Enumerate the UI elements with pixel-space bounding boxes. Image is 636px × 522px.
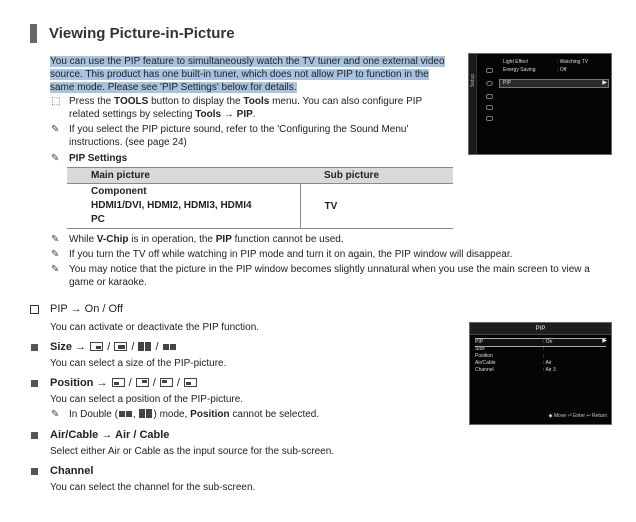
gear-icon bbox=[486, 81, 493, 86]
table-row bbox=[67, 184, 453, 229]
size-small-icon bbox=[90, 342, 103, 351]
position-description: You can select a position of the PIP-picture. bbox=[50, 394, 244, 405]
tv-pip-screenshot bbox=[469, 322, 612, 425]
note-icon: ✎ bbox=[51, 264, 60, 275]
chevron-right-icon: ▶ bbox=[602, 338, 607, 344]
note-icon: ✎ bbox=[51, 124, 60, 135]
section-size: Size → / / / bbox=[30, 341, 177, 354]
vchip-note: ✎ While V-Chip is in operation, the PIP function cannot be used. bbox=[51, 234, 344, 245]
bullet-icon bbox=[31, 432, 38, 439]
intro-text: You can use the PIP feature to simultaneously watch the TV tuner and one external video source. This product has one built-in tuner, which does not allow PIP to function in the same mode. Please see 'PIP Settings' below for details. bbox=[50, 56, 445, 93]
pip-description: You can activate or deactivate the PIP function. bbox=[50, 322, 260, 333]
position-bottom-left-icon bbox=[184, 378, 197, 387]
tv-row: PIP : On bbox=[475, 338, 606, 347]
tv-setup-screenshot bbox=[468, 53, 612, 155]
tv-side-label: Setup bbox=[470, 74, 476, 88]
double-wide-icon bbox=[163, 342, 176, 351]
bullet-icon bbox=[31, 468, 38, 475]
position-top-right-icon bbox=[136, 378, 149, 387]
checkbox-bullet-icon bbox=[30, 305, 39, 314]
double-icon bbox=[139, 409, 152, 418]
size-description: You can select a size of the PIP-picture. bbox=[50, 358, 227, 369]
power-note: ✎ If you turn the TV off while watching in PIP mode and turn it on again, the PIP window will disappear. bbox=[51, 249, 513, 260]
tv-menu-icon bbox=[486, 68, 493, 73]
tv-menu-icon bbox=[486, 116, 493, 121]
double-mode-note: ✎ In Double ( , ) mode, Position cannot be selected. bbox=[51, 409, 320, 420]
table-header-row bbox=[67, 168, 453, 184]
channel-description: You can select the channel for the sub-screen. bbox=[50, 482, 256, 493]
bullet-icon bbox=[31, 344, 38, 351]
tv-row: Size : bbox=[475, 346, 545, 352]
section-heading bbox=[30, 24, 235, 43]
bullet-icon bbox=[31, 380, 38, 387]
table-cell-sub: TV bbox=[300, 184, 453, 229]
section-pip: PIP → On / Off bbox=[30, 303, 123, 316]
tv-menu-icon bbox=[486, 94, 493, 99]
tv-row: PIP bbox=[503, 80, 512, 86]
sound-note: ✎ If you select the PIP picture sound, refer to the 'Configuring the Sound Menu' instructions. (see page 24) bbox=[51, 124, 409, 148]
tv-row: Light Effect : Watching TV bbox=[503, 59, 589, 65]
heading-bar bbox=[30, 24, 37, 43]
tv-row: Channel : Air 3 bbox=[475, 367, 556, 373]
unnatural-note: ✎ You may notice that the picture in the PIP window becomes slightly unnatural when you use the main screen to view a game or karaoke. bbox=[51, 264, 590, 288]
position-bottom-left-icon bbox=[112, 378, 125, 387]
table-header: Main picture bbox=[67, 168, 300, 184]
double-wide-icon bbox=[119, 409, 132, 418]
tv-pip-title: PIP bbox=[470, 323, 611, 335]
tv-row: Energy Saving : Off bbox=[503, 67, 567, 73]
table-header: Sub picture bbox=[300, 168, 453, 184]
note-icon: ✎ bbox=[51, 409, 60, 420]
intro-paragraph bbox=[50, 55, 450, 94]
double-icon bbox=[138, 342, 151, 351]
page-title: Viewing Picture-in-Picture bbox=[49, 25, 235, 42]
note-icon: ✎ bbox=[51, 234, 60, 245]
pip-settings-label: ✎ PIP Settings bbox=[51, 153, 128, 164]
tv-menu-icon bbox=[486, 105, 493, 110]
tv-row: Position : bbox=[475, 353, 545, 359]
aircable-description: Select either Air or Cable as the input source for the sub-screen. bbox=[50, 446, 335, 457]
remote-icon: ⬚ bbox=[51, 96, 61, 107]
section-channel: Channel bbox=[30, 465, 93, 478]
chevron-right-icon: ▶ bbox=[602, 80, 607, 86]
table-cell-main: Component HDMI1/DVI, HDMI2, HDMI3, HDMI4 PC bbox=[67, 184, 300, 229]
section-position: Position → / / / bbox=[30, 377, 198, 390]
note-icon: ✎ bbox=[51, 249, 60, 260]
tv-pip-footer: ◆ Move ⏎ Enter ↩ Return bbox=[548, 413, 607, 419]
pip-settings-table bbox=[67, 167, 453, 229]
section-aircable: Air/Cable → Air / Cable bbox=[30, 429, 169, 442]
position-top-left-icon bbox=[160, 378, 173, 387]
tv-row: Air/Cable : Air bbox=[475, 360, 552, 366]
tools-note: ⬚ Press the TOOLS button to display the Tools menu. You can also configure PIP related settings by selecting Tools → PIP. bbox=[51, 96, 423, 120]
size-large-icon bbox=[114, 342, 127, 351]
note-icon: ✎ bbox=[51, 153, 60, 164]
